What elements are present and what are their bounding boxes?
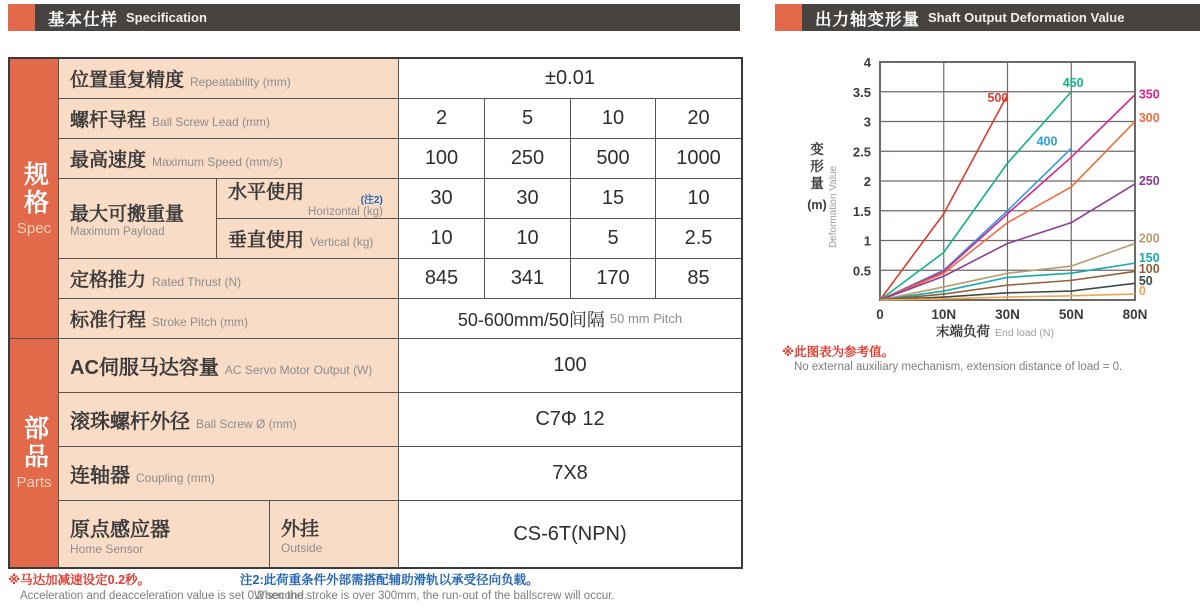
svg-text:1.5: 1.5 bbox=[852, 203, 871, 219]
vertical-value-2: 10 bbox=[485, 219, 570, 258]
row-motor-label: AC伺服马达容量 AC Servo Motor Output (W) bbox=[59, 339, 398, 392]
screw-value: C7Φ 12 bbox=[399, 393, 741, 446]
speed-value-2: 250 bbox=[485, 139, 570, 178]
thrust-value-1: 845 bbox=[399, 259, 484, 298]
svg-text:350: 350 bbox=[1138, 87, 1160, 102]
svg-text:量: 量 bbox=[810, 176, 824, 191]
section-parts-en: Parts bbox=[16, 474, 52, 491]
section-spec-cn: 规格 bbox=[20, 160, 49, 217]
svg-text:0: 0 bbox=[1138, 284, 1146, 299]
row-payload-label: 最大可搬重量 Maximum Payload bbox=[59, 179, 216, 258]
chart-header-title-en: Shaft Output Deformation Value bbox=[928, 10, 1125, 25]
row-home-sensor-label: 原点感应器 Home Sensor bbox=[59, 501, 269, 567]
row-horizontal-label: 水平使用 (注2) Horizontal (kg) bbox=[217, 179, 398, 218]
horizontal-value-4: 10 bbox=[656, 179, 741, 218]
svg-text:末端负荷End load (N): 末端负荷 End load (N) bbox=[936, 324, 1054, 339]
vertical-value-3: 5 bbox=[571, 219, 655, 258]
row-coupling-label: 连轴器 Coupling (mm) bbox=[59, 447, 398, 500]
svg-text:0.5: 0.5 bbox=[852, 263, 871, 279]
note2-ref: (注2) bbox=[360, 195, 383, 207]
svg-text:100: 100 bbox=[1138, 262, 1160, 277]
vertical-value-1: 10 bbox=[399, 219, 484, 258]
row-screw-label: 滚珠螺杆外径 Ball Screw Ø (mm) bbox=[59, 393, 398, 446]
svg-text:500: 500 bbox=[987, 90, 1009, 105]
lead-value-1: 2 bbox=[399, 99, 484, 138]
chart-note: ※此图表为参考值。 No external auxiliary mechanism, extension distance of load = 0. bbox=[782, 345, 1123, 374]
row-lead-label: 螺杆导程 Ball Screw Lead (mm) bbox=[59, 99, 398, 138]
svg-text:3.5: 3.5 bbox=[852, 84, 871, 100]
row-stroke-label: 标准行程 Stroke Pitch (mm) bbox=[59, 299, 398, 338]
svg-text:3: 3 bbox=[863, 114, 871, 130]
coupling-value: 7X8 bbox=[399, 447, 741, 500]
section-spec-en: Spec bbox=[16, 219, 52, 237]
home-sensor-outside-label: 外挂 Outside bbox=[270, 501, 398, 567]
speed-value-1: 100 bbox=[399, 139, 484, 178]
svg-text:200: 200 bbox=[1138, 231, 1160, 246]
chart-section-header bbox=[775, 4, 1200, 31]
spec-section-header bbox=[8, 4, 740, 31]
thrust-value-3: 170 bbox=[571, 259, 655, 298]
svg-text:30N: 30N bbox=[995, 307, 1020, 322]
specification-table bbox=[8, 57, 743, 569]
repeatability-value: ±0.01 bbox=[399, 59, 741, 98]
footnote-note2: 注2:此荷重条件外部需搭配辅助滑轨以承受径向负载。 When the stroke is over 300mm, the run-out of the ballscrew will occur. bbox=[240, 573, 615, 602]
lead-value-4: 20 bbox=[656, 99, 741, 138]
horizontal-value-2: 30 bbox=[485, 179, 570, 218]
svg-text:变: 变 bbox=[810, 142, 824, 157]
svg-text:80N: 80N bbox=[1122, 307, 1148, 322]
horizontal-value-3: 15 bbox=[571, 179, 655, 218]
row-vertical-label: 垂直使用 Vertical (kg) bbox=[217, 219, 398, 258]
footnote-acceleration: ※马达加减速设定0.2秒。 Acceleration and deacceleration value is set 0.2 second. bbox=[8, 573, 308, 602]
horizontal-value-1: 30 bbox=[399, 179, 484, 218]
section-spec bbox=[10, 59, 58, 338]
svg-text:50N: 50N bbox=[1058, 307, 1084, 322]
speed-value-4: 1000 bbox=[656, 139, 741, 178]
svg-text:250: 250 bbox=[1138, 174, 1160, 189]
motor-value: 100 bbox=[399, 339, 741, 392]
svg-text:形: 形 bbox=[810, 159, 824, 174]
svg-text:450: 450 bbox=[1062, 75, 1084, 90]
svg-text:(m): (m) bbox=[807, 198, 827, 212]
chart-header-title-cn: 出力轴变形量 bbox=[815, 10, 920, 29]
svg-text:400: 400 bbox=[1036, 134, 1058, 149]
home-sensor-value: CS-6T(NPN) bbox=[399, 501, 741, 567]
accent-square-icon bbox=[8, 4, 35, 31]
row-speed-label: 最高速度 Maximum Speed (mm/s) bbox=[59, 139, 398, 178]
svg-text:1: 1 bbox=[863, 233, 871, 249]
deformation-chart bbox=[770, 42, 1200, 352]
svg-text:Deformation Value: Deformation Value bbox=[828, 165, 839, 249]
thrust-value-2: 341 bbox=[485, 259, 570, 298]
svg-text:300: 300 bbox=[1138, 111, 1160, 126]
lead-value-2: 5 bbox=[485, 99, 570, 138]
svg-text:0: 0 bbox=[876, 307, 884, 322]
vertical-value-4: 2.5 bbox=[656, 219, 741, 258]
row-thrust-label: 定格推力 Rated Thrust (N) bbox=[59, 259, 398, 298]
section-parts-cn: 部品 bbox=[20, 415, 49, 471]
svg-text:150: 150 bbox=[1138, 250, 1160, 265]
svg-text:50: 50 bbox=[1138, 274, 1153, 289]
svg-text:2: 2 bbox=[863, 174, 871, 189]
svg-text:4: 4 bbox=[863, 55, 871, 70]
svg-text:2.5: 2.5 bbox=[852, 144, 871, 160]
section-parts bbox=[10, 339, 58, 567]
accent-square-icon bbox=[775, 4, 802, 31]
speed-value-3: 500 bbox=[571, 139, 655, 178]
thrust-value-4: 85 bbox=[656, 259, 741, 298]
chart-container bbox=[770, 42, 1200, 352]
spec-header-title-en: Specification bbox=[126, 10, 207, 25]
row-repeatability-label: 位置重复精度 Repeatability (mm) bbox=[59, 59, 398, 98]
lead-value-3: 10 bbox=[571, 99, 655, 138]
spec-header-title-cn: 基本仕样 bbox=[48, 10, 118, 29]
svg-text:10N: 10N bbox=[931, 307, 957, 322]
stroke-value: 50-600mm/50间隔 50 mm Pitch bbox=[399, 299, 741, 338]
